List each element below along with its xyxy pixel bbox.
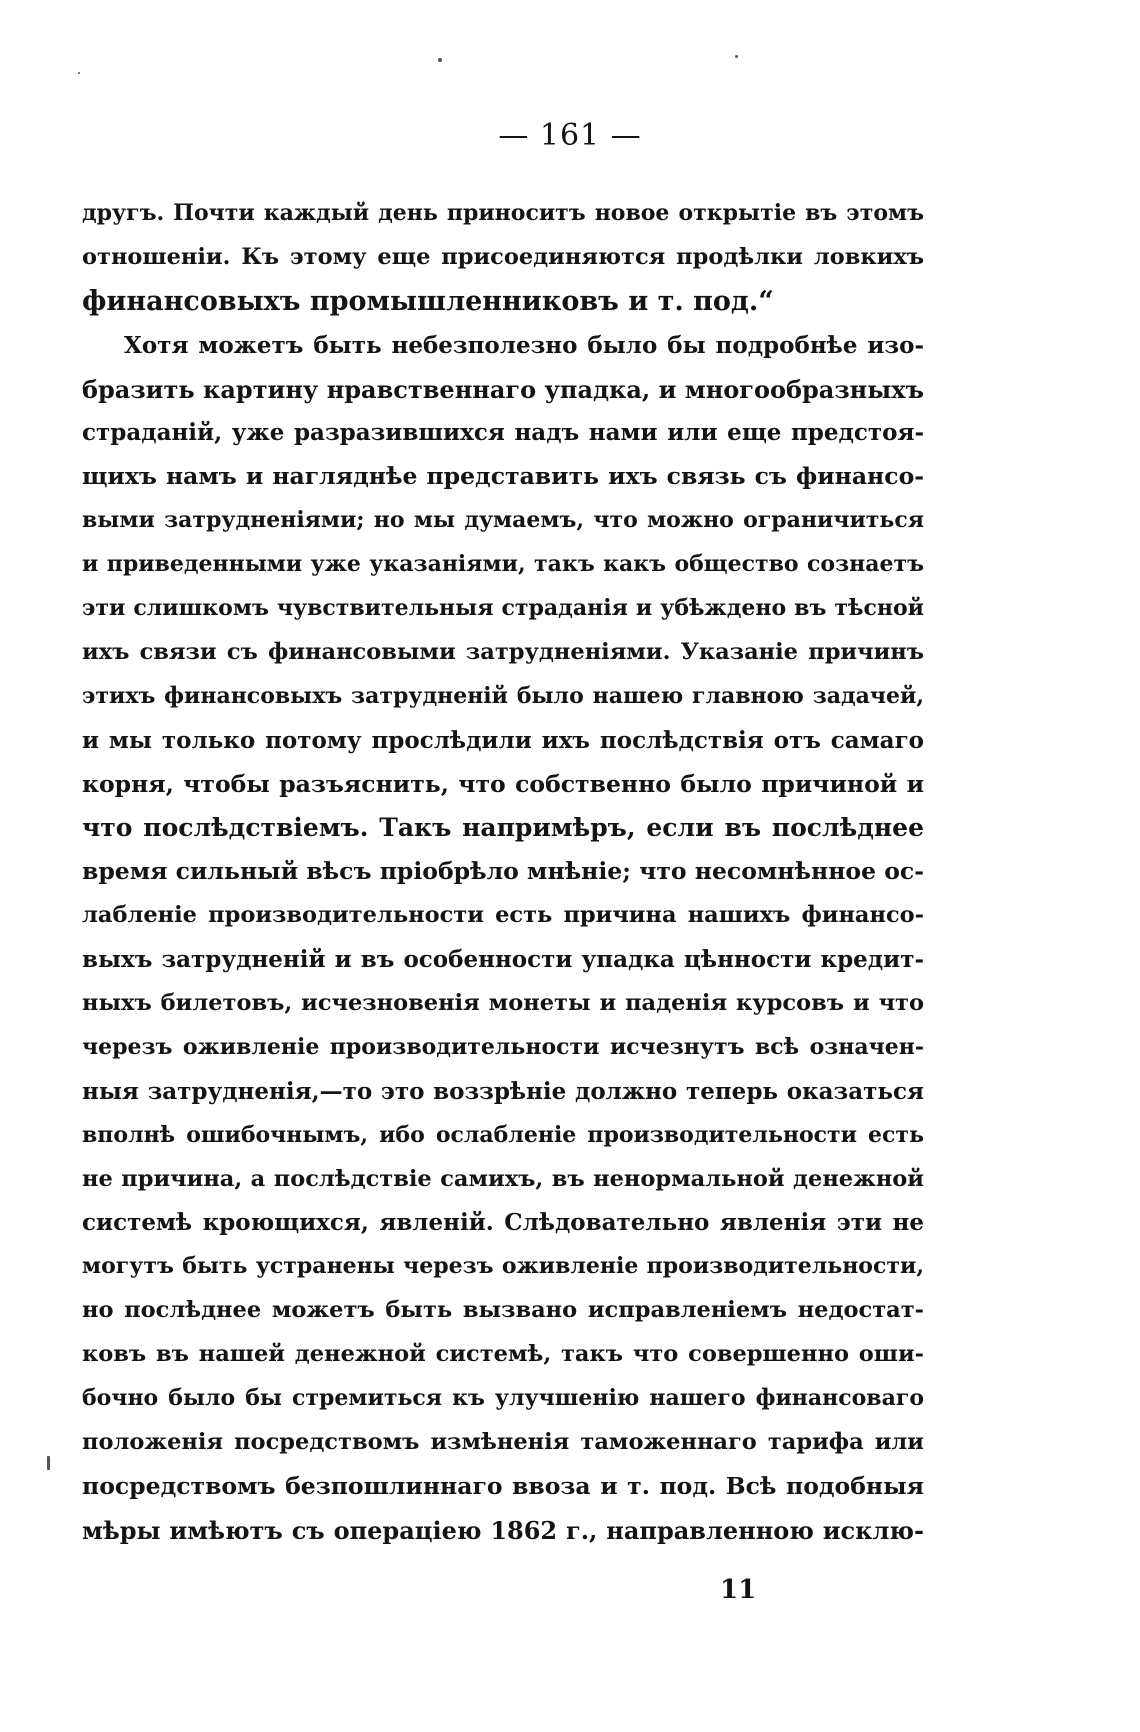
text-line: ихъ связи съ финансовыми затрудненіями. Указаніе причинъ <box>82 638 924 665</box>
signature-mark: 11 <box>720 1575 757 1605</box>
text-line: мѣры имѣютъ съ операціею 1862 г., направленною исклю- <box>82 1515 924 1545</box>
text-line: ныя затрудненія,—то это воззрѣніе должно теперь оказаться <box>82 1077 924 1105</box>
text-line: время сильный вѣсъ пріобрѣло мнѣніе; что несомнѣнное ос- <box>82 857 924 886</box>
text-line: ковъ въ нашей денежной системѣ, такъ что совершенно оши- <box>82 1341 924 1368</box>
text-line: вполнѣ ошибочнымъ, ибо ослабленіе производительности есть <box>82 1121 924 1148</box>
running-header: — 161 — <box>498 118 642 153</box>
text-line: могутъ быть устранены черезъ оживленіе производительности, <box>82 1253 924 1280</box>
text-line: эти слишкомъ чувствительныя страданія и убѣждено въ тѣсной <box>82 595 924 622</box>
scan-speck <box>78 72 80 74</box>
scan-speck <box>438 58 442 62</box>
text-line: выхъ затрудненій и въ особенности упадка цѣнности кредит- <box>82 946 924 974</box>
scan-speck <box>735 55 738 58</box>
text-line: отношеніи. Къ этому еще присоединяются продѣлки ловкихъ <box>82 243 924 270</box>
text-line: выми затрудненіями; но мы думаемъ, что можно ограничиться <box>82 507 924 534</box>
text-line: ныхъ билетовъ, исчезновенія монеты и паденія курсовъ и что <box>82 990 924 1017</box>
text-line: щихъ намъ и нагляднѣе представить ихъ связь съ финансо- <box>82 462 924 491</box>
scan-speck <box>47 1456 50 1470</box>
body-text <box>82 192 924 1553</box>
text-line: страданій, уже разразившихся надъ нами или еще предстоя- <box>82 419 924 447</box>
text-line: бочно было бы стремиться къ улучшенію нашего финансоваго <box>82 1385 924 1412</box>
text-line: системѣ кроющихся, явленій. Слѣдовательно явленія эти не <box>82 1209 924 1237</box>
text-line: черезъ оживленіе производительности исчезнутъ всѣ означен- <box>82 1033 924 1060</box>
text-line: корня, чтобы разъяснить, что собственно было причиной и <box>82 769 924 798</box>
text-line: что послѣдствіемъ. Такъ напримѣръ, если въ послѣднее <box>82 813 924 843</box>
text-line: но послѣднее можетъ быть вызвано исправленіемъ недостат- <box>82 1297 924 1324</box>
text-line: положенія посредствомъ измѣненія таможеннаго тарифа или <box>82 1428 924 1455</box>
text-line: финансовыхъ промышленниковъ и т. под.“ <box>82 285 774 317</box>
text-line: этихъ финансовыхъ затрудненій было нашею главною задачей, <box>82 682 924 709</box>
text-line: посредствомъ безпошлиннаго ввоза и т. под. Всѣ подобныя <box>82 1471 924 1500</box>
text-line: другъ. Почти каждый день приноситъ новое открытіе въ этомъ <box>82 200 924 226</box>
text-line: Хотя можетъ быть небезполезно было бы подробнѣе изо- <box>124 331 924 359</box>
text-line: и мы только потому прослѣдили ихъ послѣдствія отъ самаго <box>82 726 924 754</box>
text-line: лабленіе производительности есть причина нашихъ финансо- <box>82 902 924 929</box>
text-line: и приведенными уже указаніями, такъ какъ общество сознаетъ <box>82 551 924 578</box>
text-line: не причина, а послѣдствіе самихъ, въ ненормальной денежной <box>82 1165 924 1192</box>
text-line: бразить картину нравственнаго упадка, и многообразныхъ <box>82 374 924 404</box>
